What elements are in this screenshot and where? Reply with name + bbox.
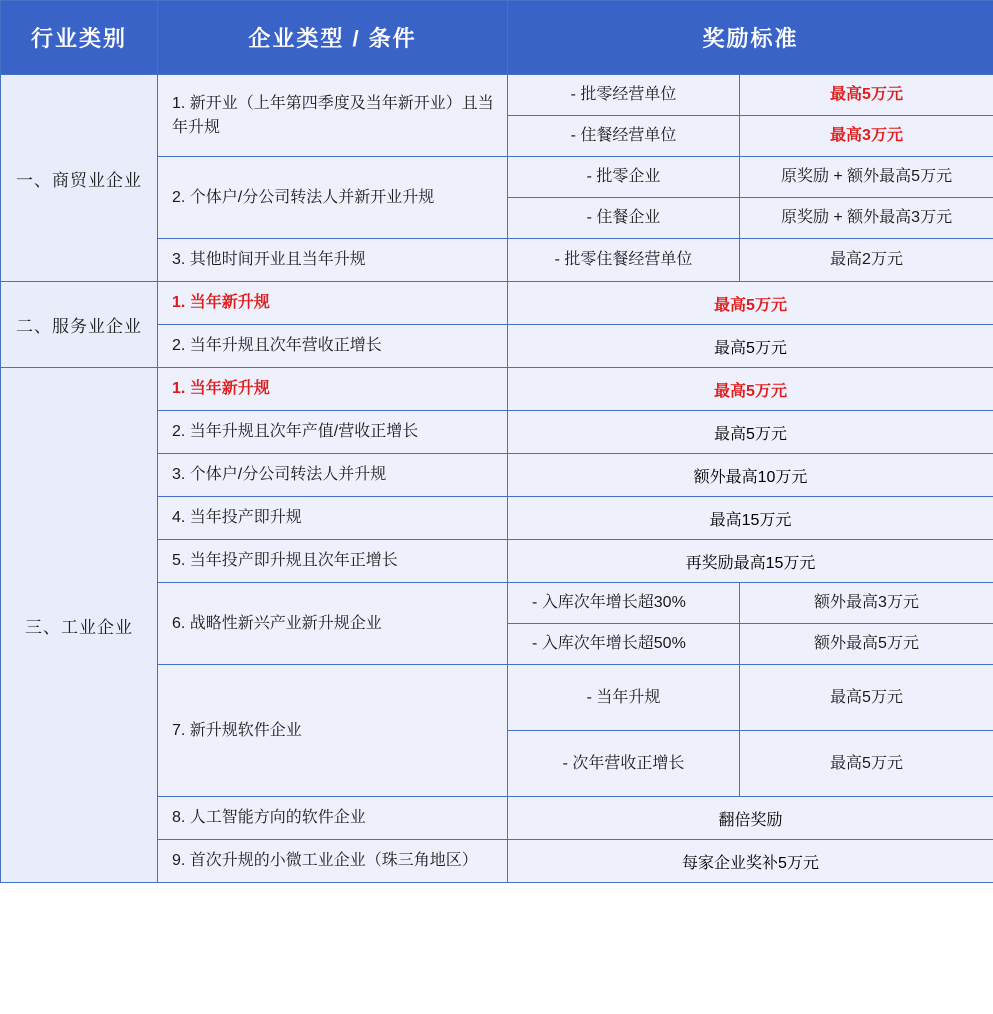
header-category: 行业类别 — [1, 1, 158, 75]
reward-services-1: 最高5万元 — [508, 282, 993, 325]
reward-commerce-2a: 原奖励 + 额外最高5万元 — [740, 157, 993, 198]
table-row — [1, 282, 993, 325]
subcondition-commerce-1b: - 住餐经营单位 — [508, 116, 740, 157]
condition-industry-3: 3. 个体户/分公司转法人并升规 — [158, 454, 508, 497]
subcondition-commerce-2a: - 批零企业 — [508, 157, 740, 198]
reward-commerce-1b: 最高3万元 — [740, 116, 993, 157]
reward-industry-7b: 最高5万元 — [740, 731, 993, 797]
reward-industry-9: 每家企业奖补5万元 — [508, 840, 993, 883]
condition-industry-9: 9. 首次升规的小微工业企业（珠三角地区） — [158, 840, 508, 883]
condition-industry-1: 1. 当年新升规 — [158, 368, 508, 411]
reward-industry-3: 额外最高10万元 — [508, 454, 993, 497]
category-industry: 三、工业企业 — [1, 368, 158, 883]
category-services: 二、服务业企业 — [1, 282, 158, 368]
condition-industry-7: 7. 新升规软件企业 — [158, 665, 508, 797]
condition-commerce-1: 1. 新开业（上年第四季度及当年新开业）且当年升规 — [158, 75, 508, 157]
condition-services-1: 1. 当年新升规 — [158, 282, 508, 325]
reward-industry-7a: 最高5万元 — [740, 665, 993, 731]
condition-commerce-3: 3. 其他时间开业且当年升规 — [158, 239, 508, 282]
condition-services-2: 2. 当年升规且次年营收正增长 — [158, 325, 508, 368]
table-header-row — [1, 1, 993, 75]
condition-industry-4: 4. 当年投产即升规 — [158, 497, 508, 540]
reward-services-2: 最高5万元 — [508, 325, 993, 368]
reward-commerce-1a: 最高5万元 — [740, 75, 993, 116]
header-reward: 奖励标准 — [508, 1, 993, 75]
reward-commerce-2b: 原奖励 + 额外最高3万元 — [740, 198, 993, 239]
subcondition-industry-7a: - 当年升规 — [508, 665, 740, 731]
reward-industry-4: 最高15万元 — [508, 497, 993, 540]
table-row — [1, 368, 993, 411]
reward-industry-5: 再奖励最高15万元 — [508, 540, 993, 583]
reward-industry-8: 翻倍奖励 — [508, 797, 993, 840]
category-commerce: 一、商贸业企业 — [1, 75, 158, 282]
subcondition-industry-6a: - 入库次年增长超30% — [508, 583, 740, 624]
reward-industry-2: 最高5万元 — [508, 411, 993, 454]
table-row — [1, 75, 993, 116]
condition-commerce-2: 2. 个体户/分公司转法人并新开业升规 — [158, 157, 508, 239]
condition-industry-5: 5. 当年投产即升规且次年正增长 — [158, 540, 508, 583]
condition-industry-6: 6. 战略性新兴产业新升规企业 — [158, 583, 508, 665]
header-condition: 企业类型 / 条件 — [158, 1, 508, 75]
condition-industry-2: 2. 当年升规且次年产值/营收正增长 — [158, 411, 508, 454]
reward-industry-6b: 额外最高5万元 — [740, 624, 993, 665]
reward-industry-1: 最高5万元 — [508, 368, 993, 411]
subcondition-commerce-1a: - 批零经营单位 — [508, 75, 740, 116]
subcondition-industry-7b: - 次年营收正增长 — [508, 731, 740, 797]
subcondition-commerce-2b: - 住餐企业 — [508, 198, 740, 239]
subcondition-industry-6b: - 入库次年增长超50% — [508, 624, 740, 665]
condition-industry-8: 8. 人工智能方向的软件企业 — [158, 797, 508, 840]
subcondition-commerce-3: - 批零住餐经营单位 — [508, 239, 740, 282]
reward-industry-6a: 额外最高3万元 — [740, 583, 993, 624]
reward-commerce-3: 最高2万元 — [740, 239, 993, 282]
